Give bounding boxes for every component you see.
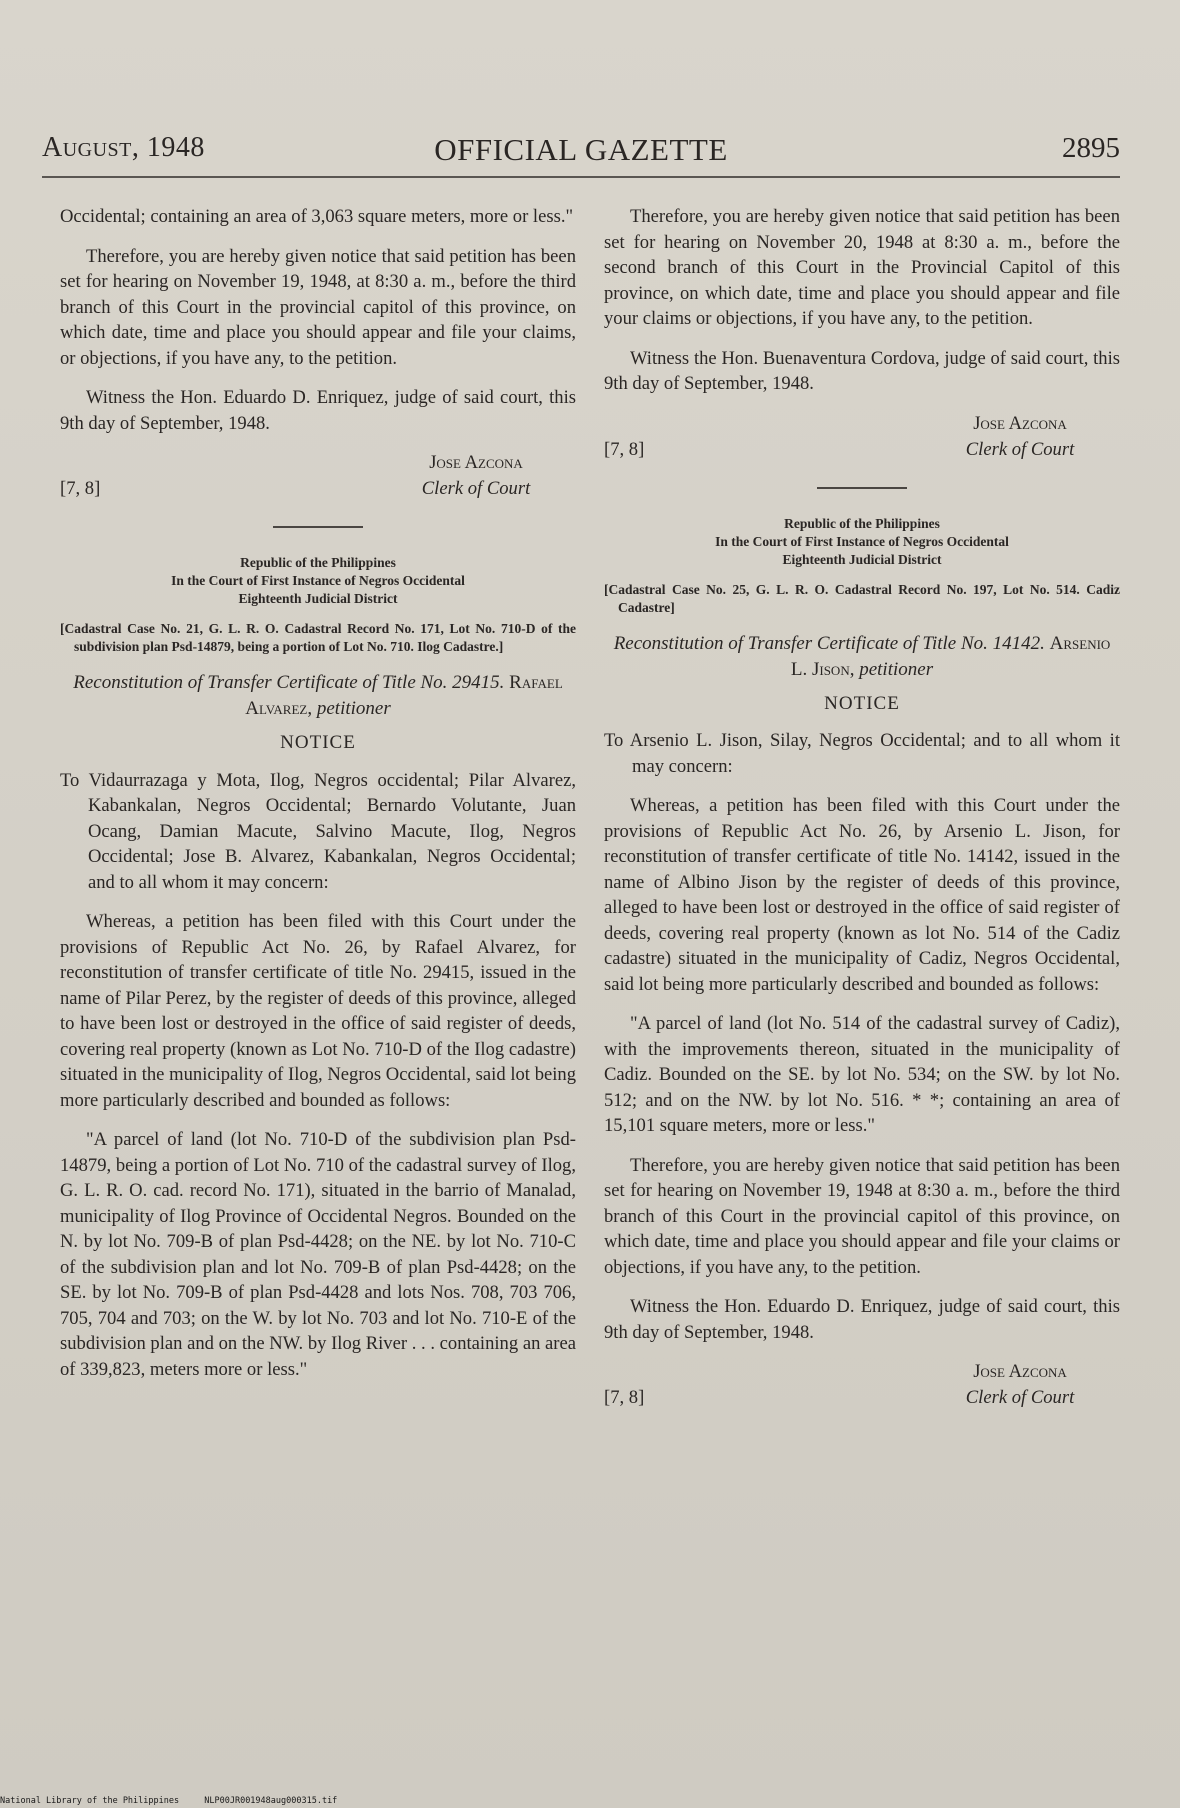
paragraph: Witness the Hon. Eduardo D. Enriquez, judge of said court, this 9th day of September, 1948. bbox=[604, 1296, 1120, 1343]
notice-heading: NOTICE bbox=[824, 692, 900, 714]
signatory-role: Clerk of Court bbox=[965, 438, 1075, 460]
right-column bbox=[604, 204, 1120, 1435]
header-date: August, 1948 bbox=[42, 132, 205, 163]
library-label: National Library of the Philippines bbox=[0, 1796, 180, 1806]
paragraph: Therefore, you are hereby given notice that said petition has been set for hearing on November 20, 1948 at 8:30 a. m., before the second branch of this Court in the Provincial Capitol of this province, on which date, time and place you should appear and file your claims or objections, if you have any, to the petition. bbox=[604, 206, 1120, 329]
heading-line: In the Court of First Instance of Negros Occidental bbox=[171, 573, 465, 588]
paragraph: Witness the Hon. Buenaventura Cordova, judge of said court, this 9th day of September, 1948. bbox=[604, 347, 1120, 394]
signatory-name: Jose Azcona bbox=[973, 1361, 1067, 1382]
header-rule bbox=[42, 176, 1120, 178]
case-caption: [Cadastral Case No. 25, G. L. R. O. Cadastral Record No. 197, Lot No. 514. Cadiz Cadastre] bbox=[604, 581, 1120, 615]
court-heading bbox=[604, 515, 1120, 569]
notice-heading: NOTICE bbox=[280, 732, 356, 753]
court-heading bbox=[60, 554, 576, 608]
petitioner-name: Arsenio L. Jison, bbox=[790, 632, 1111, 680]
heading-line: Eighteenth Judicial District bbox=[782, 551, 942, 567]
case-title bbox=[604, 631, 1120, 683]
signature-block bbox=[60, 450, 576, 504]
title-text: Reconstitution of Transfer Certificate of Title No. 14142. bbox=[613, 632, 1045, 654]
petitioner-name: Rafael Alvarez, bbox=[245, 672, 563, 719]
case-caption: [Cadastral Case No. 21, G. L. R. O. Cadastral Record No. 171, Lot No. 710-D of the subdivision plan Psd-14879, being a portion of Lot No. 710. Ilog Cadastre.] bbox=[60, 621, 576, 654]
left-column bbox=[60, 204, 576, 1396]
addressees: To Arsenio L. Jison, Silay, Negros Occidental; and to all whom it may concern: bbox=[604, 730, 1120, 777]
signatory-name: Jose Azcona bbox=[429, 452, 523, 473]
paragraph: "A parcel of land (lot No. 514 of the cadastral survey of Cadiz), with the improvements thereon, situated in the municipality of Cadiz. Bounded on the SE. by lot No. 534; on the SW. by lot No. 512; and on the NW. by lot No. 516. * *; containing an area of 15,101 square meters, more or less." bbox=[604, 1013, 1120, 1136]
scan-footer bbox=[0, 1796, 357, 1806]
paragraph: "A parcel of land (lot No. 710-D of the subdivision plan Psd-14879, being a portion of Lot No. 710 of the cadastral survey of Ilog, G. L. R. O. cad. record No. 171), situated in the barrio of Manalad, municipality of Ilog Province of Occidental Negros. Bounded on the N. by lot No. 709-B of plan Psd-4428; on the NE. by lot No. 710-C of the subdivision plan and lot No. 709-B of plan Psd-4428; on the SE. by lot No. 709-B of plan Psd-4428 and lots Nos. 708, 703 706, 705, 704 and 703; on the W. by lot No. 703 and lot No. 710-E of the subdivision plan and on the NW. by Ilog River . . . containing an area of 339,823, meters more or less." bbox=[60, 1129, 576, 1380]
heading-line: Republic of the Philippines bbox=[240, 555, 396, 570]
issue-reference: [7, 8] bbox=[60, 478, 101, 499]
page-header bbox=[42, 132, 1120, 172]
signatory-name: Jose Azcona bbox=[973, 412, 1067, 434]
heading-line: In the Court of First Instance of Negros Occidental bbox=[715, 533, 1009, 549]
signatory-role: Clerk of Court bbox=[421, 478, 531, 499]
petitioner-role: petitioner bbox=[859, 658, 934, 680]
section-divider bbox=[817, 487, 907, 489]
paragraph: Therefore, you are hereby given notice that said petition has been set for hearing on November 19, 1948 at 8:30 a. m., before the third branch of this Court in the provincial capitol of this province, on which date, time and place you should appear and file your claims or objections, if you have any, to the petition. bbox=[604, 1154, 1120, 1278]
signature-block bbox=[604, 411, 1120, 465]
signature-block bbox=[604, 1359, 1120, 1413]
petitioner-role: petitioner bbox=[316, 698, 391, 719]
paragraph: Occidental; containing an area of 3,063 square meters, more or less." bbox=[60, 206, 574, 227]
signatory-role: Clerk of Court bbox=[965, 1387, 1075, 1408]
paragraph: Therefore, you are hereby given notice that said petition has been set for hearing on November 19, 1948, at 8:30 a. m., before the third branch of this Court in the provincial capitol of this province, on which date, time and place you should appear and file your claims, or objections, if you have any, to the petition. bbox=[60, 245, 576, 369]
file-label: NLP00JR001948aug000315.tif bbox=[204, 1796, 338, 1806]
heading-line: Eighteenth Judicial District bbox=[238, 591, 398, 606]
section-divider bbox=[273, 526, 363, 528]
page-number: 2895 bbox=[1062, 132, 1120, 164]
header-title: OFFICIAL GAZETTE bbox=[434, 132, 728, 167]
paragraph: Whereas, a petition has been filed with this Court under the provisions of Republic Act No. 26, by Rafael Alvarez, for reconstitution of transfer certificate of title No. 29415, issued in the name of Pilar Perez, by the register of deeds of this province, alleged to have been lost or destroyed in the office of said register of deeds, covering real property (known as Lot No. 710-D of the Ilog cadastre) situated in the municipality of Ilog, Negros Occidental, said lot being more particularly described and bounded as follows: bbox=[60, 911, 576, 1111]
heading-line: Republic of the Philippines bbox=[784, 515, 940, 531]
title-text: Reconstitution of Transfer Certificate of Title No. 29415. bbox=[73, 672, 505, 693]
issue-reference: [7, 8] bbox=[604, 438, 645, 460]
paragraph: Witness the Hon. Eduardo D. Enriquez, judge of said court, this 9th day of September, 1948. bbox=[60, 387, 576, 434]
paragraph: Whereas, a petition has been filed with this Court under the provisions of Republic Act No. 26, by Arsenio L. Jison, for reconstitution of transfer certificate of title No. 14142, issued in the name of Albino Jison by the register of deeds of this province, alleged to have been lost or destroyed in the office of said register of deeds, covering real property (known as lot No. 514 of the Cadiz cadastre) situated in the municipality of Cadiz, Negros Occidental, said lot being more particularly described and bounded as follows: bbox=[604, 795, 1120, 995]
addressees: To Vidaurrazaga y Mota, Ilog, Negros occidental; Pilar Alvarez, Kabankalan, Negros Occidental; Bernardo Volutante, Juan Ocang, Damian Macute, Salvino Macute, Ilog, Negros Occidental; Jose B. Alvarez, Kabankalan, Negros Occidental; and to all whom it may concern: bbox=[60, 769, 576, 893]
issue-reference: [7, 8] bbox=[604, 1387, 645, 1408]
case-title bbox=[60, 670, 576, 722]
